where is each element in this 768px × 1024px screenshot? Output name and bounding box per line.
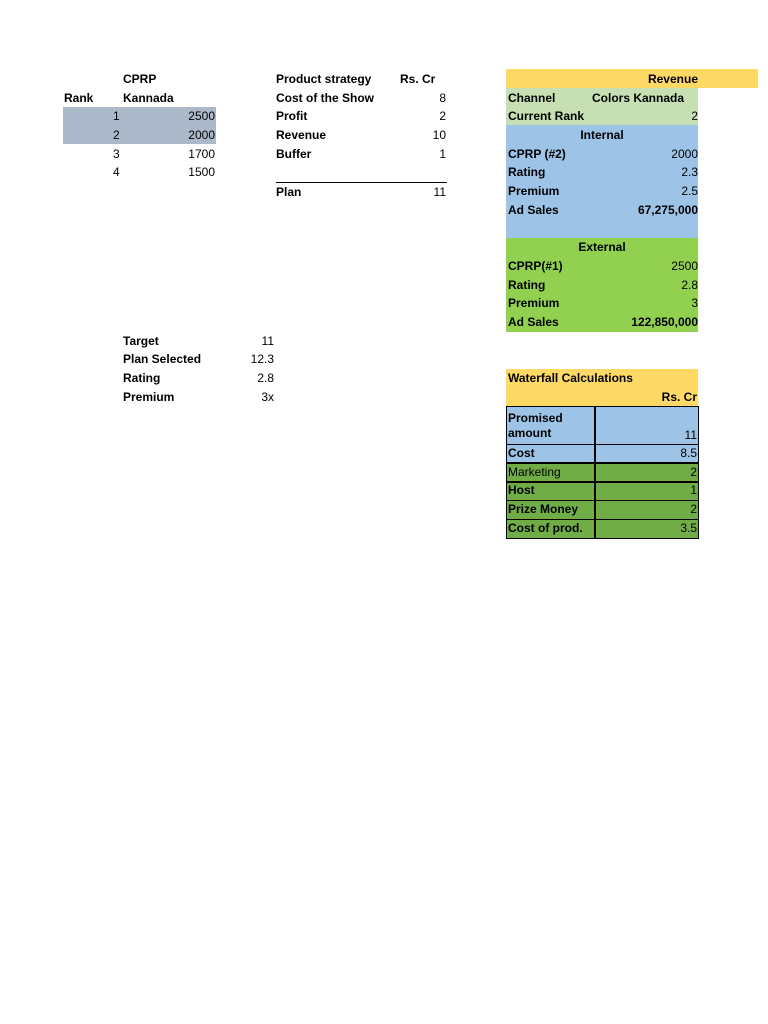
- external-row-label: Ad Sales: [508, 315, 559, 329]
- target-row-value: 3x: [261, 390, 274, 404]
- target-row-value: 2.8: [257, 371, 274, 385]
- strategy-header-label: Product strategy: [276, 72, 372, 86]
- cprp-header: CPRP: [123, 72, 157, 86]
- strategy-row-value: 10: [432, 128, 446, 142]
- cost-item-label: Host: [508, 483, 535, 497]
- internal-row-label: Premium: [508, 184, 560, 198]
- waterfall-title: Waterfall Calculations: [508, 371, 633, 385]
- external-row-value: 2.8: [681, 278, 698, 292]
- cost-item-value: 3.5: [680, 521, 697, 535]
- cost-label: Cost: [508, 446, 535, 460]
- strategy-row-label: Profit: [276, 109, 308, 123]
- cost-item-label: Prize Money: [508, 502, 579, 516]
- external-row-value: 122,850,000: [631, 315, 698, 329]
- internal-row-label: CPRP (#2): [508, 147, 566, 161]
- strategy-row-value: 1: [439, 147, 446, 161]
- target-row-label: Plan Selected: [123, 352, 202, 366]
- internal-row-value: 67,275,000: [637, 203, 698, 217]
- strategy-header-unit: Rs. Cr: [400, 72, 436, 86]
- internal-row-label: Rating: [508, 165, 546, 179]
- cost-item-value: 2: [690, 502, 697, 516]
- rank-header: Rank: [64, 91, 94, 105]
- target-row-label: Rating: [123, 371, 161, 385]
- internal-row-value: 2.5: [681, 184, 698, 198]
- cprp-value-cell: 2500: [188, 109, 215, 123]
- strategy-row-value: 2: [439, 109, 446, 123]
- cost-item-value: 2: [690, 465, 697, 479]
- target-row-value: 12.3: [250, 352, 274, 366]
- external-row-value: 2500: [671, 259, 698, 273]
- external-row-label: CPRP(#1): [508, 259, 563, 273]
- internal-row-label: Ad Sales: [508, 203, 559, 217]
- external-row-value: 3: [691, 296, 698, 310]
- target-row-label: Premium: [123, 390, 175, 404]
- external-row-label: Rating: [508, 278, 546, 292]
- kannada-header: Kannada: [123, 91, 174, 105]
- current-rank-label: Current Rank: [508, 109, 585, 123]
- rank-cell: 3: [113, 147, 120, 161]
- channel-value: Colors Kannada: [591, 91, 684, 105]
- cost-item-label: Marketing: [508, 465, 561, 479]
- target-row-value: 11: [261, 334, 274, 348]
- channel-label: Channel: [508, 91, 556, 105]
- current-rank-value: 2: [691, 109, 698, 123]
- external-title: External: [578, 240, 626, 254]
- cprp-value-cell: 1500: [188, 165, 215, 179]
- cost-item-label: Cost of prod.: [508, 521, 583, 535]
- strategy-row-label: Buffer: [276, 147, 312, 161]
- external-row-label: Premium: [508, 296, 560, 310]
- cost-value: 8.5: [680, 446, 697, 460]
- promised-label: Promised amount: [508, 411, 563, 440]
- internal-row-value: 2.3: [681, 165, 698, 179]
- cprp-value-cell: 1700: [188, 147, 215, 161]
- plan-value: 11: [433, 185, 446, 199]
- promised-value: 11: [684, 428, 697, 442]
- strategy-row-label: Revenue: [276, 128, 327, 142]
- plan-label: Plan: [276, 185, 302, 199]
- cprp-value-cell: 2000: [188, 128, 215, 142]
- rank-cell: 4: [113, 165, 120, 179]
- waterfall-unit: Rs. Cr: [661, 390, 697, 404]
- target-row-label: Target: [123, 334, 159, 348]
- revenue-title-bar: [506, 69, 758, 88]
- internal-title: Internal: [580, 128, 624, 142]
- rank-cell: 1: [113, 109, 120, 123]
- rank-cell: 2: [113, 128, 120, 142]
- strategy-row-label: Cost of the Show: [276, 91, 374, 105]
- strategy-row-value: 8: [439, 91, 446, 105]
- cost-item-value: 1: [690, 483, 697, 497]
- internal-row-value: 2000: [671, 147, 698, 161]
- revenue-title: Revenue: [647, 72, 698, 86]
